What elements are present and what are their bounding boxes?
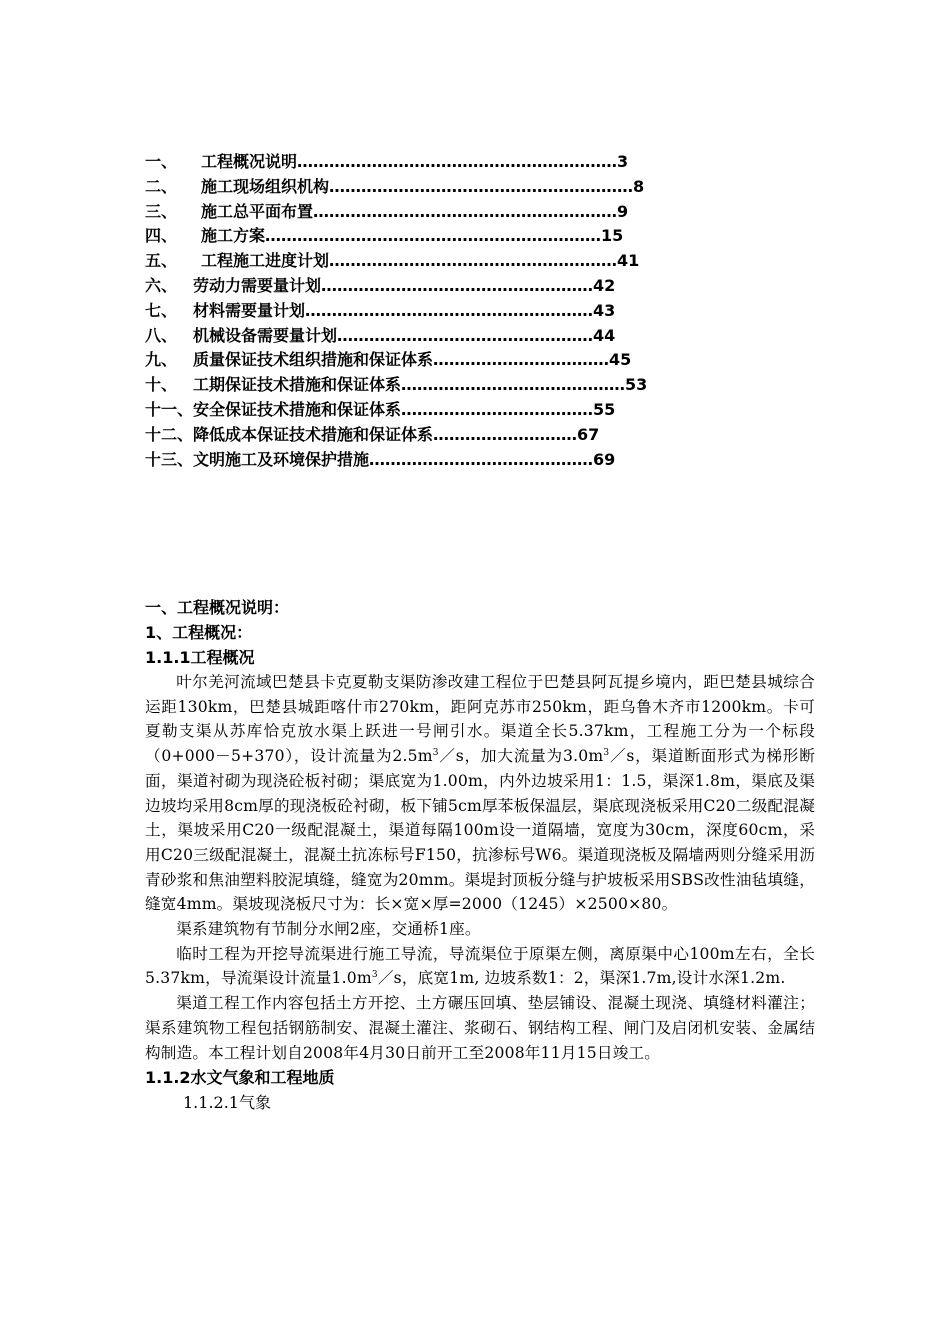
toc-entry[interactable] (145, 200, 745, 225)
toc-page: 15 (601, 226, 624, 246)
toc-title: 文明施工及环境保护措施 (193, 449, 370, 469)
toc-number: 二、 (145, 176, 178, 196)
text-run: ／s，底宽1m, 边坡系数1：2，渠深1.7m,设计水深1.2m. (377, 969, 786, 988)
toc-page: 67 (577, 424, 600, 444)
toc-entry[interactable] (145, 249, 745, 274)
text-run: 叶尔羌河流域巴楚县卡克夏勒支渠防渗改建工程位于巴楚县阿瓦提乡境内，距巴楚县城综合运距130km，巴楚县城距喀什市270km，距阿克苏市250km，距乌鲁木齐市1200km。卡可夏勒支渠从苏库恰克放水渠上跃进一号闸引水。渠道全长5.37km，工程施工分为一个标段（0+000－5+370），设计流量为2.5m (145, 673, 815, 766)
paragraph-overview (145, 670, 815, 917)
toc-number: 十一、 (145, 399, 194, 419)
subsubsection-heading: 1.1.1工程概况 (145, 648, 255, 667)
toc-title: 材料需要量计划 (193, 300, 306, 320)
section-heading: 一、工程概况说明： (145, 598, 290, 617)
toc-leader: …………………………………………………… (297, 152, 618, 171)
document-body (145, 595, 815, 1115)
superscript: 3 (432, 747, 439, 758)
toc-number: 八、 (145, 325, 178, 345)
toc-number: 十、 (145, 375, 178, 395)
toc-page: 55 (593, 399, 616, 419)
text-run: ／s，加大流量为3.0m (438, 747, 604, 766)
toc-number: 六、 (145, 275, 178, 295)
toc-page: 9 (617, 201, 629, 221)
toc-entry[interactable] (145, 150, 745, 175)
toc-entry[interactable] (145, 348, 745, 373)
table-of-contents (145, 150, 745, 472)
toc-leader: ………………………………………………… (329, 176, 634, 196)
toc-entry[interactable] (145, 398, 745, 423)
toc-number: 五、 (145, 251, 178, 271)
toc-title: 质量保证技术组织措施和保证体系 (193, 350, 434, 370)
toc-title: 安全保证技术措施和保证体系 (193, 399, 402, 419)
subsubsection-heading: 1.1.2水文气象和工程地质 (145, 1068, 335, 1088)
toc-title: 机械设备需要量计划 (193, 325, 338, 345)
toc-entry[interactable] (145, 299, 745, 324)
toc-entry[interactable] (145, 175, 745, 200)
toc-entry[interactable] (145, 274, 745, 299)
superscript: 3 (603, 747, 610, 758)
toc-leader: …………………………………… (369, 449, 594, 469)
toc-title: 工期保证技术措施和保证体系 (193, 375, 402, 395)
subsection-heading: 1、工程概况： (145, 623, 253, 642)
toc-number: 十二、 (145, 424, 194, 444)
paragraph-work-scope: 渠道工程工作内容包括土方开挖、土方碾压回填、垫层铺设、混凝土现浇、填缝材料灌注；渠系建筑物工程包括钢筋制安、混凝土灌注、浆砌石、钢结构工程、闸门及启闭机安装、金属结构制造。本工程计划自2008年4月30日前开工至2008年11月15日竣工。 (145, 994, 815, 1062)
toc-number: 九、 (145, 350, 178, 370)
toc-title: 施工方案 (201, 226, 266, 246)
toc-entry[interactable] (145, 448, 745, 473)
toc-page: 8 (633, 176, 645, 196)
toc-leader: …………………………………… (401, 375, 626, 395)
toc-title: 劳动力需要量计划 (193, 275, 322, 295)
toc-page: 41 (617, 251, 640, 271)
toc-leader: ……………………………………………… (305, 300, 594, 320)
toc-title: 施工总平面布置 (201, 201, 314, 221)
toc-page: 42 (593, 275, 616, 295)
toc-page: 3 (617, 152, 629, 171)
toc-leader: ………………………………………… (337, 325, 594, 345)
toc-title: 施工现场组织机构 (201, 176, 330, 196)
toc-leader: ……………………………… (401, 399, 594, 419)
toc-title: 工程概况说明 (201, 152, 298, 171)
superscript: 3 (371, 970, 378, 981)
toc-leader: …………………………………………… (321, 275, 594, 295)
text-run: ／s，渠道断面形式为梯形断面，渠道衬砌为现浇砼板衬砌；渠底宽为1.00m，内外边坡采用1：1.5，渠深1.8m，渠底及渠边坡均采用8cm厚的现浇板砼衬砌，板下铺5cm厚苯板保温层，渠底现浇板采用C20二级配混凝土，渠坡采用C20一级配混凝土，渠道每隔100m设一道隔墙，宽度为30cm，深度60cm，采用C20三级配混凝土，混凝土抗冻标号F150，抗渗标号W6。渠道现浇板及隔墙两则分缝采用沥青砂浆和焦油塑料胶泥填缝，缝宽为20mm。渠堤封顶板分缝与护坡板采用SBS改性油毡填缝，缝宽4mm。渠坡现浇板尺寸为：长×宽×厚=2000（1245）×2500×80。 (145, 747, 815, 914)
toc-entry[interactable] (145, 224, 745, 249)
toc-leader: ………………………………………………… (313, 201, 618, 221)
toc-page: 44 (593, 325, 616, 345)
toc-leader: ……………………………………………… (329, 251, 618, 271)
toc-leader: ……………………………………………………… (265, 226, 602, 246)
text-run: 临时工程为开挖导流渠进行施工导流，导流渠位于原渠左侧，离原渠中心100m左右，全长5.37km，导流渠设计流量1.0m (145, 944, 815, 988)
toc-number: 一、 (145, 152, 178, 171)
toc-page: 43 (593, 300, 616, 320)
paragraph-temporary-works (145, 942, 815, 991)
toc-leader: …………………………… (433, 350, 610, 370)
toc-number: 十三、 (145, 449, 194, 469)
toc-page: 45 (609, 350, 632, 370)
toc-title: 降低成本保证技术措施和保证体系 (193, 424, 434, 444)
toc-leader: ……………………… (433, 424, 578, 444)
toc-entry[interactable] (145, 373, 745, 398)
toc-number: 七、 (145, 300, 178, 320)
toc-page: 69 (593, 449, 616, 469)
sub-heading: 1.1.2.1气象 (183, 1093, 271, 1113)
toc-page: 53 (625, 375, 648, 395)
toc-number: 三、 (145, 201, 178, 221)
toc-number: 四、 (145, 226, 178, 246)
toc-title: 工程施工进度计划 (201, 251, 330, 271)
paragraph-structures: 渠系建筑物有节制分水闸2座，交通桥1座。 (176, 920, 481, 939)
toc-entry[interactable] (145, 423, 745, 448)
toc-entry[interactable] (145, 324, 745, 349)
